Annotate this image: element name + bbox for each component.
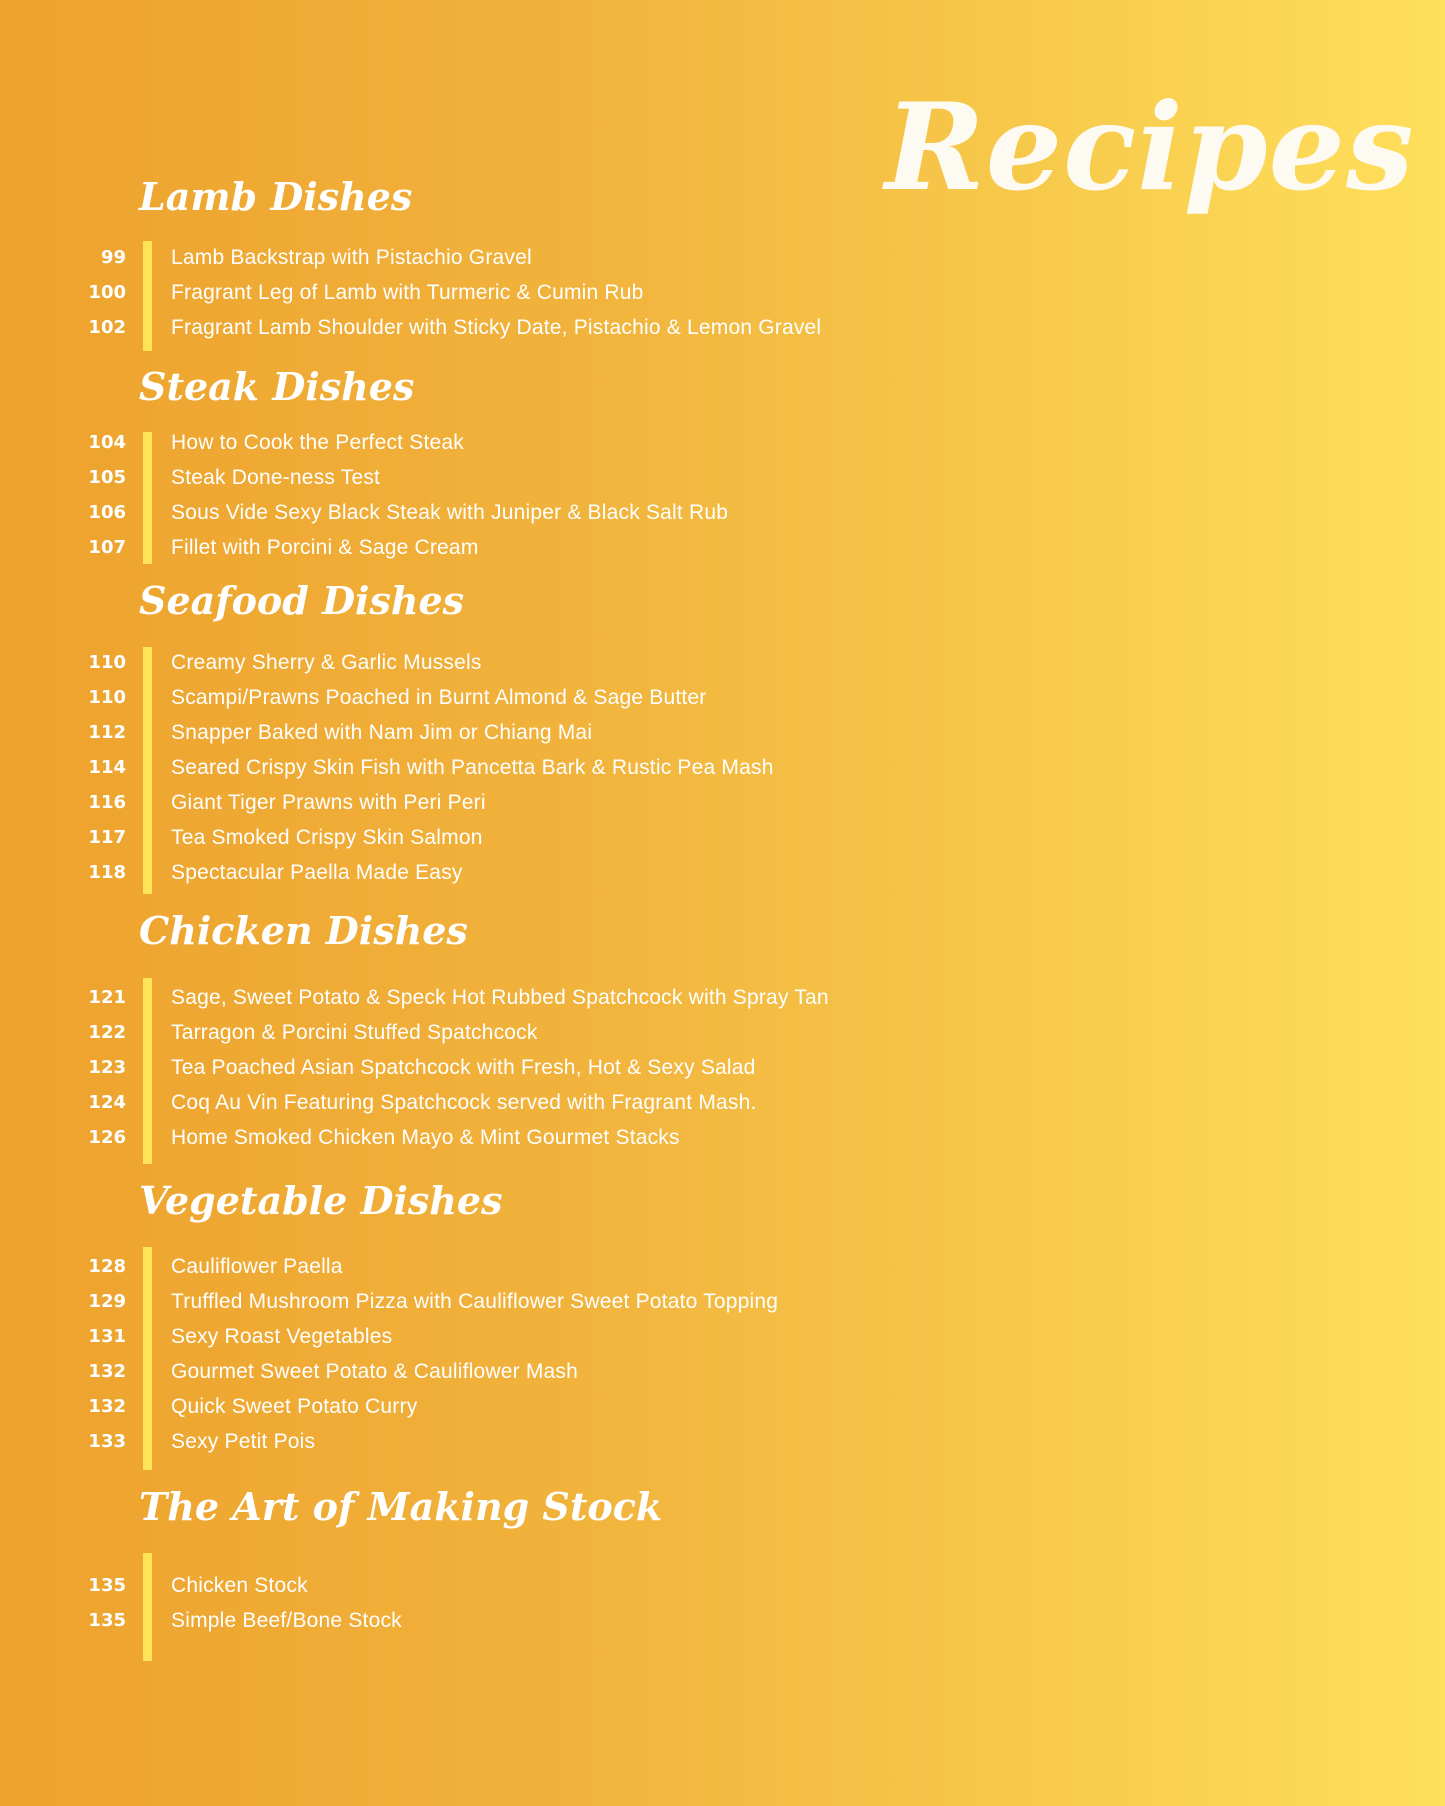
page-title: Recipes [885, 77, 1415, 218]
entry-page-number: 121 [88, 987, 126, 1008]
toc-entry[interactable] [0, 425, 960, 460]
toc-entry[interactable] [0, 855, 960, 890]
entry-page-number: 105 [88, 467, 126, 488]
entry-title: Simple Beef/Bone Stock [171, 1609, 402, 1632]
entry-page-number: 117 [88, 827, 126, 848]
entry-page-number: 104 [88, 432, 126, 453]
toc-entry[interactable] [0, 240, 960, 275]
entry-page-number: 112 [88, 722, 126, 743]
entry-title: Snapper Baked with Nam Jim or Chiang Mai [171, 721, 593, 744]
entry-title: Lamb Backstrap with Pistachio Gravel [171, 246, 532, 269]
entry-page-number: 110 [88, 687, 126, 708]
toc-entry[interactable] [0, 785, 960, 820]
entry-page-number: 106 [88, 502, 126, 523]
entry-page-number: 131 [88, 1326, 126, 1347]
entry-title: Gourmet Sweet Potato & Cauliflower Mash [171, 1360, 578, 1383]
entry-page-number: 132 [88, 1361, 126, 1382]
entry-page-number: 100 [88, 282, 126, 303]
entry-title: Cauliflower Paella [171, 1255, 343, 1278]
toc-entry[interactable] [0, 1120, 960, 1155]
toc-entry[interactable] [0, 1284, 960, 1319]
toc-entry[interactable] [0, 980, 960, 1015]
entry-page-number: 135 [88, 1610, 126, 1631]
entry-title: Sexy Roast Vegetables [171, 1325, 393, 1348]
entry-page-number: 122 [88, 1022, 126, 1043]
section-heading: Vegetable Dishes [139, 1178, 503, 1223]
toc-entry[interactable] [0, 1424, 960, 1459]
toc-entry[interactable] [0, 715, 960, 750]
entry-page-number: 123 [88, 1057, 126, 1078]
toc-entry[interactable] [0, 1050, 960, 1085]
entry-page-number: 126 [88, 1127, 126, 1148]
entry-title: Sous Vide Sexy Black Steak with Juniper & Black Salt Rub [171, 501, 729, 524]
entry-page-number: 128 [88, 1256, 126, 1277]
entry-page-number: 102 [88, 317, 126, 338]
entry-title: Home Smoked Chicken Mayo & Mint Gourmet Stacks [171, 1126, 680, 1149]
section-heading: Chicken Dishes [139, 908, 468, 953]
entry-page-number: 133 [88, 1431, 126, 1452]
section-heading: The Art of Making Stock [139, 1484, 663, 1529]
entry-title: Fragrant Leg of Lamb with Turmeric & Cumin Rub [171, 281, 644, 304]
toc-entry[interactable] [0, 495, 960, 530]
entry-title: Giant Tiger Prawns with Peri Peri [171, 791, 486, 814]
toc-entry[interactable] [0, 530, 960, 565]
section-heading: Steak Dishes [139, 364, 415, 409]
entry-page-number: 124 [88, 1092, 126, 1113]
entry-title: Chicken Stock [171, 1574, 308, 1597]
entry-page-number: 114 [88, 757, 126, 778]
entry-page-number: 118 [88, 862, 126, 883]
toc-entry[interactable] [0, 1249, 960, 1284]
entry-title: Sage, Sweet Potato & Speck Hot Rubbed Spatchcock with Spray Tan [171, 986, 829, 1009]
entry-page-number: 135 [88, 1575, 126, 1596]
toc-entry[interactable] [0, 275, 960, 310]
entry-title: Truffled Mushroom Pizza with Cauliflower Sweet Potato Topping [171, 1290, 779, 1313]
toc-entry[interactable] [0, 460, 960, 495]
entry-title: Steak Done-ness Test [171, 466, 381, 489]
entry-title: Quick Sweet Potato Curry [171, 1395, 418, 1418]
toc-entry[interactable] [0, 1389, 960, 1424]
toc-entry[interactable] [0, 820, 960, 855]
entry-page-number: 110 [88, 652, 126, 673]
entry-title: Sexy Petit Pois [171, 1430, 316, 1453]
entry-title: Scampi/Prawns Poached in Burnt Almond & Sage Butter [171, 686, 707, 709]
entry-page-number: 132 [88, 1396, 126, 1417]
entry-title: Spectacular Paella Made Easy [171, 861, 463, 884]
entry-title: Tarragon & Porcini Stuffed Spatchcock [171, 1021, 538, 1044]
entry-page-number: 129 [88, 1291, 126, 1312]
entry-page-number: 99 [100, 247, 126, 268]
toc-entry[interactable] [0, 750, 960, 785]
entry-title: Creamy Sherry & Garlic Mussels [171, 651, 482, 674]
toc-entry[interactable] [0, 1603, 960, 1638]
section-heading: Seafood Dishes [139, 578, 465, 623]
toc-entry[interactable] [0, 1015, 960, 1050]
toc-entry[interactable] [0, 1354, 960, 1389]
entry-title: How to Cook the Perfect Steak [171, 431, 464, 454]
entry-title: Tea Smoked Crispy Skin Salmon [171, 826, 483, 849]
toc-entry[interactable] [0, 310, 960, 345]
entry-title: Seared Crispy Skin Fish with Pancetta Bark & Rustic Pea Mash [171, 756, 774, 779]
entry-title: Fillet with Porcini & Sage Cream [171, 536, 479, 559]
toc-entry[interactable] [0, 1319, 960, 1354]
toc-entry[interactable] [0, 680, 960, 715]
toc-entry[interactable] [0, 1085, 960, 1120]
entry-title: Fragrant Lamb Shoulder with Sticky Date, Pistachio & Lemon Gravel [171, 316, 822, 339]
entry-title: Coq Au Vin Featuring Spatchcock served with Fragrant Mash. [171, 1091, 757, 1114]
entry-page-number: 116 [88, 792, 126, 813]
section-heading: Lamb Dishes [139, 174, 413, 219]
entry-title: Tea Poached Asian Spatchcock with Fresh, Hot & Sexy Salad [171, 1056, 756, 1079]
toc-entry[interactable] [0, 1568, 960, 1603]
toc-entry[interactable] [0, 645, 960, 680]
entry-page-number: 107 [88, 537, 126, 558]
